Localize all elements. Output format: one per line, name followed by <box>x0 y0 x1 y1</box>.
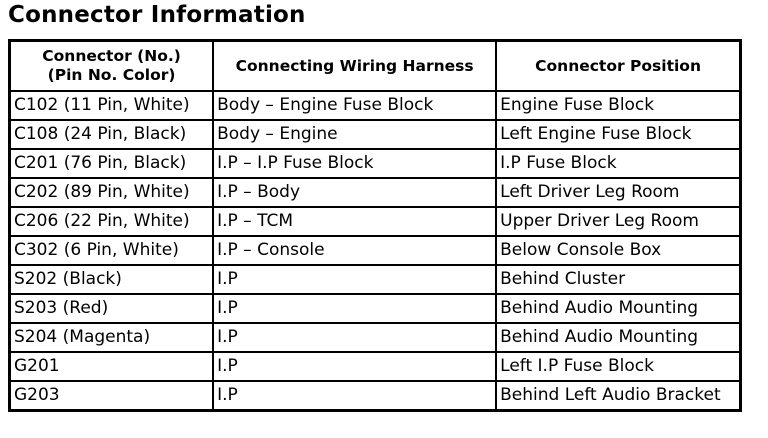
table-row <box>10 265 741 294</box>
cell-harness: I.P <box>213 323 496 352</box>
connector-table <box>8 39 742 412</box>
cell-position: Engine Fuse Block <box>496 91 740 120</box>
cell-harness: I.P – Body <box>213 178 496 207</box>
cell-position: Behind Cluster <box>496 265 740 294</box>
table-row <box>10 207 741 236</box>
table-row <box>10 294 741 323</box>
cell-position: Left Driver Leg Room <box>496 178 740 207</box>
cell-harness: I.P – I.P Fuse Block <box>213 149 496 178</box>
cell-harness: I.P <box>213 352 496 381</box>
cell-connector: C108 (24 Pin, Black) <box>10 120 214 149</box>
cell-connector: C102 (11 Pin, White) <box>10 91 214 120</box>
cell-harness: I.P <box>213 294 496 323</box>
cell-position: Below Console Box <box>496 236 740 265</box>
cell-connector: C302 (6 Pin, White) <box>10 236 214 265</box>
cell-connector: S204 (Magenta) <box>10 323 214 352</box>
cell-harness: I.P – Console <box>213 236 496 265</box>
table-row <box>10 91 741 120</box>
table-row <box>10 178 741 207</box>
page-title: Connector Information <box>8 2 306 28</box>
cell-connector: C202 (89 Pin, White) <box>10 178 214 207</box>
cell-position: Upper Driver Leg Room <box>496 207 740 236</box>
cell-position: Behind Left Audio Bracket <box>496 381 740 411</box>
table-row <box>10 236 741 265</box>
cell-connector: C201 (76 Pin, Black) <box>10 149 214 178</box>
cell-position: Left I.P Fuse Block <box>496 352 740 381</box>
cell-harness: Body – Engine Fuse Block <box>213 91 496 120</box>
cell-connector: S203 (Red) <box>10 294 214 323</box>
cell-connector: G201 <box>10 352 214 381</box>
header-harness: Connecting Wiring Harness <box>213 41 496 92</box>
cell-harness: Body – Engine <box>213 120 496 149</box>
table-header-row <box>10 41 741 92</box>
cell-connector: C206 (22 Pin, White) <box>10 207 214 236</box>
table-row <box>10 149 741 178</box>
header-connector-line1: Connector (No.) <box>42 47 181 65</box>
header-position: Connector Position <box>496 41 740 92</box>
cell-harness: I.P <box>213 265 496 294</box>
cell-position: Behind Audio Mounting <box>496 294 740 323</box>
header-connector <box>10 41 214 92</box>
table-row <box>10 381 741 411</box>
table-row <box>10 323 741 352</box>
cell-connector: G203 <box>10 381 214 411</box>
cell-connector: S202 (Black) <box>10 265 214 294</box>
cell-harness: I.P <box>213 381 496 411</box>
cell-harness: I.P – TCM <box>213 207 496 236</box>
table-row <box>10 352 741 381</box>
cell-position: Behind Audio Mounting <box>496 323 740 352</box>
table-row <box>10 120 741 149</box>
cell-position: I.P Fuse Block <box>496 149 740 178</box>
header-connector-line2: (Pin No. Color) <box>47 66 176 84</box>
cell-position: Left Engine Fuse Block <box>496 120 740 149</box>
